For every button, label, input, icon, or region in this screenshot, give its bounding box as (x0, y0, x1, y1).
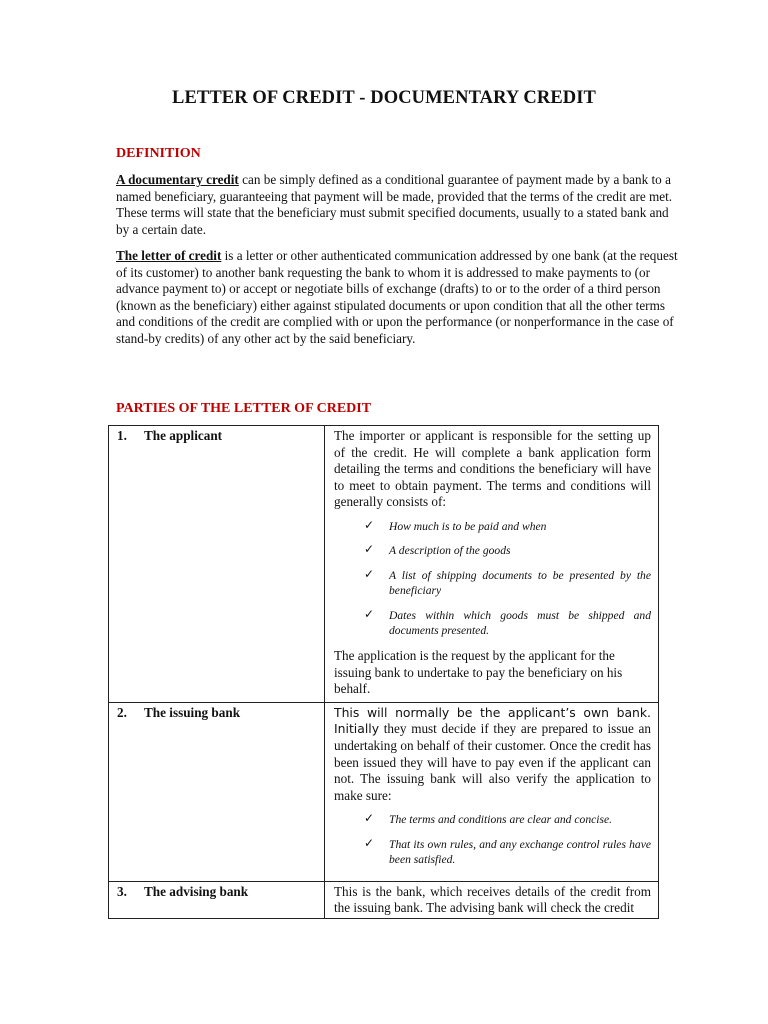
table-row (109, 881, 659, 918)
list-item-text: That its own rules, and any exchange control rules have been satisfied. (389, 837, 651, 867)
list-item (364, 519, 651, 535)
definition-paragraph-2 (116, 248, 678, 348)
row-number: 1. (117, 428, 127, 443)
role-cell (109, 881, 325, 918)
row-number: 2. (117, 704, 127, 720)
parties-table (108, 425, 659, 919)
row-number: 3. (117, 883, 127, 899)
description-intro-rest: they must decide if they are prepared to issue an undertaking on behalf of their customer. Once the credit has been issued they will have to pay even if the applicant can not. The issuing bank will also verify the application to make sure: (334, 721, 651, 803)
list-item-text: Dates within which goods must be shipped and documents presented. (389, 608, 651, 638)
parties-heading: PARTIES OF THE LETTER OF CREDIT (116, 401, 372, 416)
check-icon: ✓ (364, 835, 375, 850)
role-cell (109, 702, 325, 881)
checklist (334, 519, 651, 639)
table-row (109, 702, 659, 881)
checklist (334, 812, 651, 868)
role-name: The issuing bank (144, 704, 241, 720)
description-cell (325, 702, 659, 881)
list-item-text: The terms and conditions are clear and concise. (389, 813, 613, 827)
list-item (364, 608, 651, 639)
definition-text-2: is a letter or other authenticated communication addressed by one bank (at the request of its customer) to another bank requesting the bank to whom it is addressed to make payments to (or advance payment to) or accept or negotiate bills of exchange (drafts) to or to the order of a third person (known as the beneficiary) either against stipulated documents or upon condition that all the other terms and conditions of the credit are complied with or upon the performance (or nonperformance in the case of stand-by credits) of any other act by the said beneficiary. (116, 248, 678, 346)
role-name: The applicant (144, 428, 223, 443)
check-icon: ✓ (364, 811, 375, 826)
list-item (364, 812, 651, 828)
description-outro: The application is the request by the applicant for the issuing bank to undertake to pay the beneficiary on his behalf. (334, 647, 623, 697)
table-row (109, 426, 659, 703)
check-icon: ✓ (364, 542, 375, 557)
description-intro: The importer or applicant is responsible for the setting up of the credit. He will complete a bank application form detailing the terms and conditions the beneficiary will have to meet to obtain payment. The terms and conditions will generally consists of: (334, 428, 651, 510)
term-documentary-credit: A documentary credit (116, 172, 239, 187)
list-item (364, 568, 651, 599)
description-cell (325, 881, 659, 918)
definition-text-1: can be simply defined as a conditional guarantee of payment made by a bank to a named beneficiary, guaranteeing that payment will be made, provided that the terms of the credit are met. These terms will state that the beneficiary must submit specified documents, usually to a stated bank and by a certain date. (116, 172, 673, 237)
check-icon: ✓ (364, 606, 375, 621)
term-letter-of-credit: The letter of credit (116, 248, 222, 263)
list-item (364, 837, 651, 868)
role-cell (109, 426, 325, 703)
role-name: The advising bank (144, 883, 249, 899)
description-intro (334, 705, 651, 805)
list-item (364, 543, 651, 559)
check-icon: ✓ (364, 566, 375, 581)
description-intro-lead: This will normally be the applicant’s own bank. Initially (334, 704, 651, 737)
list-item-text: A description of the goods (389, 544, 511, 558)
check-icon: ✓ (364, 517, 375, 532)
document-title: LETTER OF CREDIT - DOCUMENTARY CREDIT (172, 88, 596, 108)
description-cell (325, 426, 659, 703)
definition-paragraph-1 (116, 172, 678, 238)
list-item-text: How much is to be paid and when (389, 519, 547, 533)
description-intro: This is the bank, which receives details of the credit from the issuing bank. The advising bank will check the credit (334, 883, 651, 916)
list-item-text: A list of shipping documents to be presented by the beneficiary (389, 568, 651, 598)
description-clipped (334, 884, 651, 918)
definition-heading: DEFINITION (116, 146, 201, 161)
